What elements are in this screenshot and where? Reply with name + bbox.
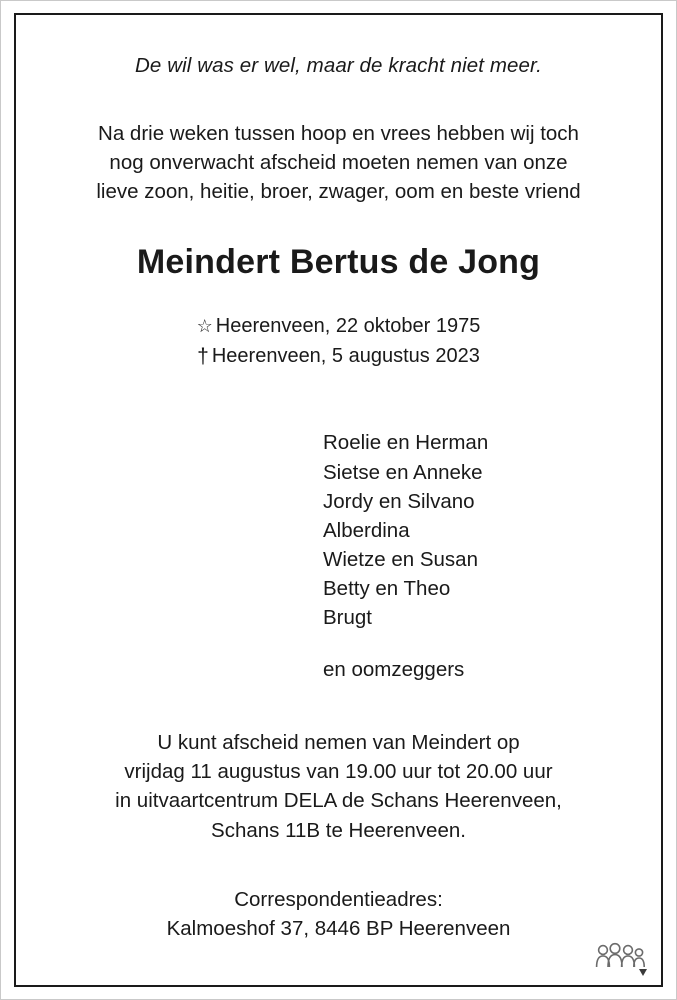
service-line: Schans 11B te Heerenveen. [211,818,466,842]
list-item: Brugt [323,606,372,630]
intro-line: nog onverwacht afscheid moeten nemen van onze [109,150,568,174]
life-dates [24,312,653,371]
family-list [24,428,653,632]
service-details [24,728,653,844]
death-text: Heerenveen, 5 augustus 2023 [211,344,480,367]
motto-text: De wil was er wel, maar de kracht niet meer. [135,54,542,77]
death-line [24,341,653,371]
list-item: Jordy en Silvano [323,489,475,513]
birth-line [24,312,653,341]
intro-line: Na drie weken tussen hoop en vrees hebben wij toch [98,121,579,145]
star-icon: ☆ [196,315,213,336]
list-item: Betty en Theo [323,576,451,600]
service-line: in uitvaartcentrum DELA de Schans Heerenveen, [115,789,562,813]
family-group-logo-icon [595,940,651,978]
list-item: Sietse en Anneke [323,460,483,484]
service-line: vrijdag 11 augustus van 19.00 uur tot 20.00 uur [124,760,553,784]
correspondence-address: Kalmoeshof 37, 8446 BP Heerenveen [166,916,511,940]
intro-paragraph [24,119,653,206]
birth-text: Heerenveen, 22 oktober 1975 [215,314,481,337]
card-content [24,24,653,976]
cross-icon: † [197,344,209,368]
list-item: Roelie en Herman [323,431,489,455]
intro-line: lieve zoon, heitie, broer, zwager, oom en beste vriend [96,179,581,203]
family-extra-text: en oomzeggers [323,658,465,682]
correspondence-label: Correspondentieadres: [234,887,443,911]
service-line: U kunt afscheid nemen van Meindert op [157,731,520,755]
deceased-name: Meindert Bertus de Jong [136,242,541,281]
list-item: Wietze en Susan [323,547,478,571]
correspondence-block [24,885,653,943]
list-item: Alberdina [323,518,410,542]
